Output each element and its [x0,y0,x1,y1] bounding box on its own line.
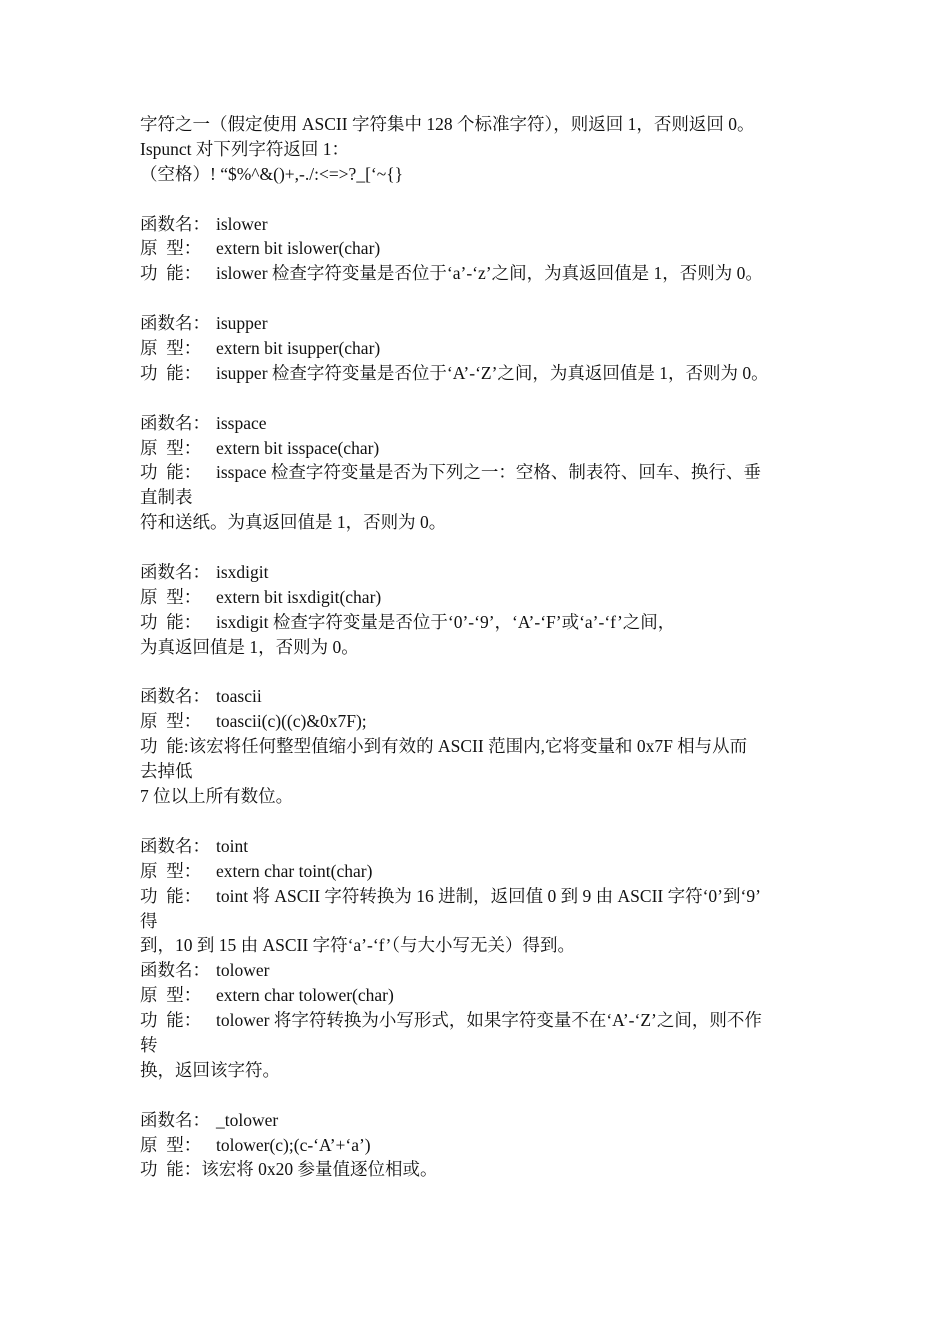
function-prototype: extern bit isspace(char) [216,437,380,458]
function-description: 该宏将 0x20 参量值逐位相或。 [201,1159,438,1180]
entry-proto-line: 原 型： extern bit islower(char) [140,238,381,259]
spacer [140,660,820,685]
function-prototype: extern bit isxdigit(char) [216,586,382,607]
intro-line-3: （空格）! “$%^&()+,-./:<=>?_[‘~{} [140,163,403,184]
function-prototype: tolower(c);(c-‘A’+‘a’) [216,1134,371,1155]
spacer [140,535,820,560]
function-name: isxdigit [216,562,269,583]
entry-func-line: 功 能:该宏将任何整型值缩小到有效的 ASCII 范围内,它将变量和 0x7F 相与从而 [140,736,748,757]
document-page [140,112,820,1182]
entry-func-line: 功 能： tolower 将字符转换为小写形式，如果字符变量不在‘A’-‘Z’之间，则不作 [140,1010,762,1031]
entry-name-line: 函数名： isxdigit [140,562,269,583]
function-description: isxdigit 检查字符变量是否位于‘0’-‘9’，‘A’-‘F’或‘a’-‘f’之间， [216,611,676,632]
entry-func-line: 功 能：该宏将 0x20 参量值逐位相或。 [140,1159,438,1180]
function-name: isupper [216,313,268,334]
entry-proto-line: 原 型： extern bit isupper(char) [140,338,381,359]
entry-name-line: 函数名： tolower [140,960,270,981]
spacer [140,1083,820,1108]
function-description: isspace 检查字符变量是否为下列之一：空格、制表符、回车、换行、垂 [216,462,761,483]
function-description: 该宏将任何整型值缩小到有效的 ASCII 范围内,它将变量和 0x7F 相与从而 [188,736,748,757]
entry-name-line: 函数名： isspace [140,412,267,433]
function-description-continued: 7 位以上所有数位。 [140,786,294,807]
function-prototype: extern char tolower(char) [216,985,394,1006]
spacer [140,809,820,834]
spacer [140,187,820,212]
entry-name-line: 函数名： _tolower [140,1109,279,1130]
intro-line-2: Ispunct 对下列字符返回 1： [140,138,350,159]
entry-func-line: 功 能： toint 将 ASCII 字符转换为 16 进制，返回值 0 到 9 由 ASCII 字符‘0’到‘9’ [140,885,761,906]
entry-proto-line: 原 型： tolower(c);(c-‘A’+‘a’) [140,1134,371,1155]
entry-func-line: 功 能： isupper 检查字符变量是否位于‘A’-‘Z’之间，为真返回值是 1，否则为 0。 [140,362,769,383]
function-name: toascii [216,686,262,707]
entry-func-line: 功 能： isspace 检查字符变量是否为下列之一：空格、制表符、回车、换行、垂 [140,462,761,483]
function-description-continued: 符和送纸。为真返回值是 1，否则为 0。 [140,512,447,533]
function-description: islower 检查字符变量是否位于‘a’-‘z’之间，为真返回值是 1，否则为 0。 [216,263,763,284]
function-prototype: extern bit isupper(char) [216,338,381,359]
function-description-continued: 为真返回值是 1，否则为 0。 [140,636,359,657]
entry-func-line: 功 能： isxdigit 检查字符变量是否位于‘0’-‘9’，‘A’-‘F’或‘a’-‘f’之间， [140,611,676,632]
function-description-continued: 转 [140,1034,158,1055]
entry-name-line: 函数名： toascii [140,686,262,707]
function-name: isspace [216,412,267,433]
function-description-continued: 到，10 到 15 由 ASCII 字符‘a’-‘f’（与大小写无关）得到。 [140,935,576,956]
spacer [140,386,820,411]
entry-name-line: 函数名： toint [140,835,249,856]
function-name: islower [216,213,268,234]
function-prototype: extern bit islower(char) [216,238,381,259]
entry-name-line: 函数名： isupper [140,313,268,334]
function-name: toint [216,835,249,856]
function-name: _tolower [216,1109,279,1130]
function-description-continued: 直制表 [140,487,193,508]
entry-name-line: 函数名： islower [140,213,268,234]
function-prototype: extern char toint(char) [216,860,373,881]
function-description: tolower 将字符转换为小写形式，如果字符变量不在‘A’-‘Z’之间，则不作 [216,1010,762,1031]
entry-func-line: 功 能： islower 检查字符变量是否位于‘a’-‘z’之间，为真返回值是 1，否则为 0。 [140,263,763,284]
entry-proto-line: 原 型： toascii(c)((c)&0x7F); [140,711,367,732]
function-description-continued: 去掉低 [140,761,193,782]
function-description-continued: 换，返回该字符。 [140,1059,280,1080]
function-name: tolower [216,960,270,981]
intro-line-1: 字符之一（假定使用 ASCII 字符集中 128 个标准字符），则返回 1，否则返回 0。 [140,114,755,134]
entry-proto-line: 原 型： extern bit isspace(char) [140,437,380,458]
function-description: isupper 检查字符变量是否位于‘A’-‘Z’之间，为真返回值是 1，否则为 0。 [216,362,769,383]
function-description-continued: 得 [140,910,158,931]
function-description: toint 将 ASCII 字符转换为 16 进制，返回值 0 到 9 由 ASCII 字符‘0’到‘9’ [216,885,761,906]
function-prototype: toascii(c)((c)&0x7F); [216,711,367,732]
entry-proto-line: 原 型： extern bit isxdigit(char) [140,586,382,607]
entry-proto-line: 原 型： extern char tolower(char) [140,985,394,1006]
spacer [140,286,820,311]
entry-proto-line: 原 型： extern char toint(char) [140,860,373,881]
